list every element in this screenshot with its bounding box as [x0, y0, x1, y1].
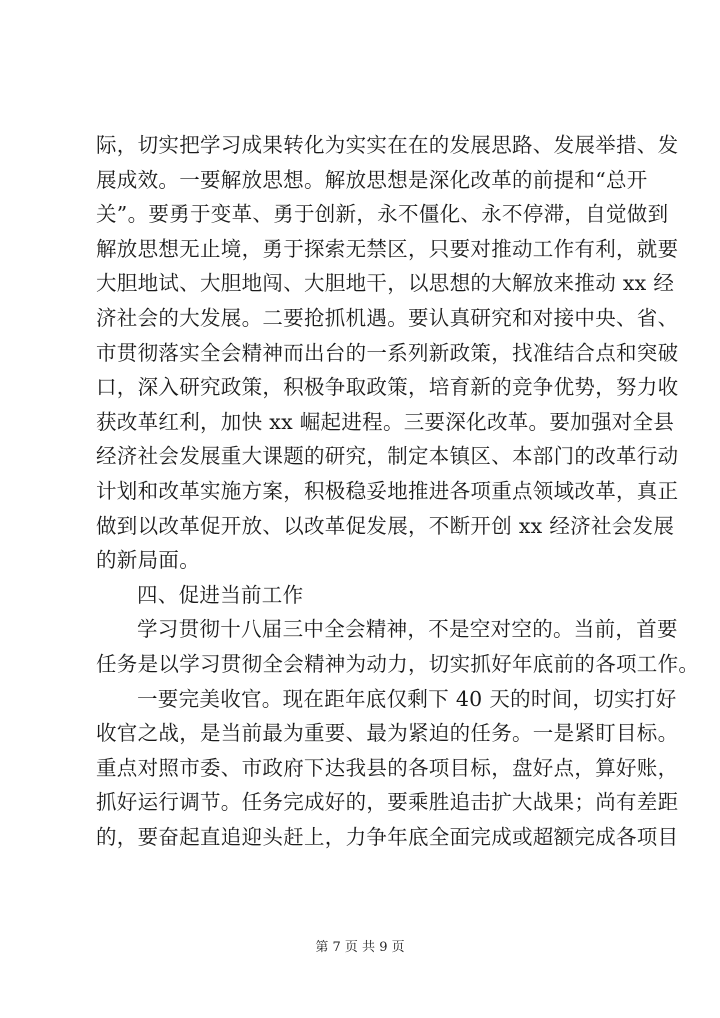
text-line: 关”。要勇于变革、勇于创新，永不僵化、永不停滞，自觉做到	[96, 202, 669, 227]
text-line: 做到以改革促开放、以改革促发展，不断开创 xx 经济社会发展	[96, 513, 675, 538]
text-line: 一要完美收官。现在距年底仅剩下 40 天的时间，切实打好	[137, 686, 677, 711]
text-line: 大胆地试、大胆地闯、大胆地干，以思想的大解放来推动 xx 经	[96, 271, 675, 296]
text-line: 的，要奋起直追迎头赶上，力争年底全面完成或超额完成各项目	[96, 824, 679, 849]
text-line: 学习贯彻十八届三中全会精神，不是空对空的。当前，首要	[137, 617, 678, 642]
text-line: 任务是以学习贯彻全会精神为动力，切实抓好年底前的各项工作。	[96, 651, 700, 676]
text-line: 解放思想无止境，勇于探索无禁区，只要对推动工作有利，就要	[96, 236, 679, 261]
text-line: 展成效。一要解放思想。解放思想是深化改革的前提和“总开	[96, 167, 648, 192]
text-line: 济社会的大发展。二要抢抓机遇。要认真研究和对接中央、省、	[96, 305, 679, 330]
text-line: 抓好运行调节。任务完成好的，要乘胜追击扩大战果；尚有差距	[96, 790, 679, 815]
text-line: 重点对照市委、市政府下达我县的各项目标，盘好点，算好账，	[96, 755, 679, 780]
section-heading: 四、促进当前工作	[137, 582, 304, 607]
text-line: 口，深入研究政策，积极争取政策，培育新的竞争优势，努力收	[96, 375, 679, 400]
body-text	[96, 128, 700, 854]
text-line: 计划和改革实施方案，积极稳妥地推进各项重点领域改革，真正	[96, 478, 679, 503]
page-number: 第 7 页 共 9 页	[315, 940, 405, 955]
text-line: 收官之战，是当前最为重要、最为紧迫的任务。一是紧盯目标。	[96, 721, 679, 746]
text-line: 经济社会发展重大课题的研究，制定本镇区、本部门的改革行动	[96, 444, 679, 469]
text-line: 市贯彻落实全会精神而出台的一系列新政策，找准结合点和突破	[96, 340, 679, 365]
text-line: 际，切实把学习成果转化为实实在在的发展思路、发展举措、发	[96, 133, 679, 157]
text-line: 的新局面。	[96, 548, 200, 573]
text-line: 获改革红利，加快 xx 崛起进程。三要深化改革。要加强对全县	[96, 409, 675, 434]
